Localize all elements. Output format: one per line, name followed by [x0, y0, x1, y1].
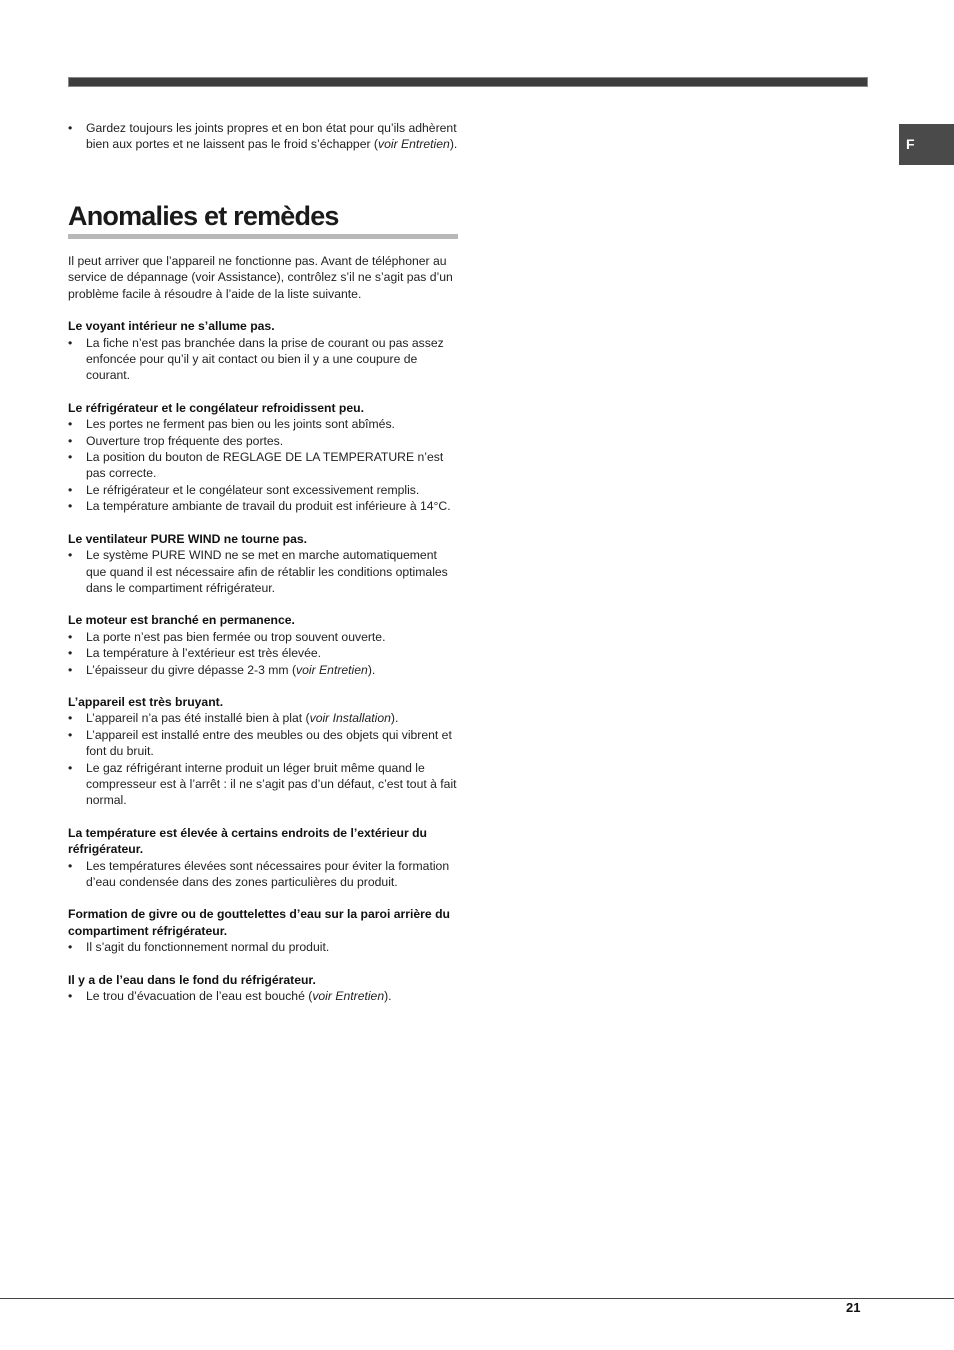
- troubleshooting-section: [68, 318, 460, 384]
- footer-rule: [0, 1298, 954, 1299]
- section-heading: L’appareil est très bruyant.: [68, 694, 224, 709]
- troubleshooting-section: [68, 825, 460, 891]
- header-rule: [68, 77, 868, 87]
- troubleshooting-section: [68, 400, 460, 515]
- list-item: • La position du bouton de REGLAGE DE LA TEMPERATURE n’est pas correcte.: [68, 449, 460, 482]
- list-item: • La température ambiante de travail du produit est inférieure à 14°C.: [68, 498, 460, 514]
- remedy-list: [68, 547, 460, 596]
- list-item: • Il s’agit du fonctionnement normal du produit.: [68, 939, 460, 955]
- remedy-list: [68, 335, 460, 384]
- list-item: • L’épaisseur du givre dépasse 2-3 mm (voir Entretien).: [68, 662, 460, 678]
- remedy-list: [68, 710, 460, 808]
- troubleshooting-section: [68, 531, 460, 597]
- list-item: • L’appareil est installé entre des meubles ou des objets qui vibrent et font du bruit.: [68, 727, 460, 760]
- troubleshooting-section: [68, 972, 460, 1005]
- list-item: • Ouverture trop fréquente des portes.: [68, 433, 460, 449]
- list-item: • La fiche n’est pas branchée dans la prise de courant ou pas assez enfoncée pour qu’il y ait contact ou bien il y a une coupure de courant.: [68, 335, 460, 384]
- list-item: • Le gaz réfrigérant interne produit un léger bruit même quand le compresseur est à l’arrêt : il ne s’agit pas d’un défaut, c’est tout à fait normal.: [68, 760, 460, 809]
- troubleshooting-sections: [68, 318, 460, 1004]
- list-item: • Les températures élevées sont nécessaires pour éviter la formation d’eau condensée dans des zones particulières du produit.: [68, 858, 460, 891]
- intro-paragraph: Il peut arriver que l’appareil ne fonctionne pas. Avant de téléphoner au service de dépannage (voir Assistance), contrôlez s’il ne s’agit pas d’un problème facile à résoudre à l’aide de la liste suivante.: [68, 254, 453, 301]
- list-item: • L’appareil n’a pas été installé bien à plat (voir Installation).: [68, 710, 460, 726]
- section-heading: Le réfrigérateur et le congélateur refroidissent peu.: [68, 400, 364, 415]
- list-item: • La température à l’extérieur est très élevée.: [68, 645, 460, 661]
- section-heading: Le voyant intérieur ne s’allume pas.: [68, 319, 275, 334]
- remedy-list: [68, 939, 460, 955]
- section-heading: Le ventilateur PURE WIND ne tourne pas.: [68, 531, 308, 546]
- section-heading: Le moteur est branché en permanence.: [68, 613, 295, 628]
- list-item: • Les portes ne ferment pas bien ou les joints sont abîmés.: [68, 416, 460, 432]
- remedy-list: [68, 416, 460, 514]
- section-heading: Il y a de l’eau dans le fond du réfrigérateur.: [68, 972, 316, 987]
- list-item: • Gardez toujours les joints propres et en bon état pour qu’ils adhèrent bien aux portes et ne laissent pas le froid s’échapper (voir Entretien).: [68, 120, 458, 153]
- page-title: Anomalies et remèdes: [68, 200, 458, 239]
- remedy-list: [68, 988, 460, 1004]
- troubleshooting-section: [68, 906, 460, 955]
- troubleshooting-section: [68, 694, 460, 809]
- troubleshooting-section: [68, 612, 460, 678]
- remedy-list: [68, 858, 460, 891]
- section-heading: La température est élevée à certains endroits de l’extérieur du réfrigérateur.: [68, 825, 428, 857]
- list-item: • Le trou d’évacuation de l’eau est bouché (voir Entretien).: [68, 988, 460, 1004]
- section-heading: Formation de givre ou de gouttelettes d’eau sur la paroi arrière du compartiment réfrigérateur.: [68, 907, 450, 938]
- intro-bullet-block: [68, 120, 458, 153]
- language-tab: F: [899, 124, 954, 165]
- list-item: • Le système PURE WIND ne se met en marche automatiquement que quand il est nécessaire afin de rétablir les conditions optimales dans le compartiment réfrigérateur.: [68, 547, 460, 596]
- remedy-list: [68, 629, 460, 678]
- page-number: 21: [846, 1300, 861, 1315]
- list-item: • La porte n’est pas bien fermée ou trop souvent ouverte.: [68, 629, 460, 645]
- troubleshooting-body: [68, 253, 460, 1020]
- list-item: • Le réfrigérateur et le congélateur sont excessivement remplis.: [68, 482, 460, 498]
